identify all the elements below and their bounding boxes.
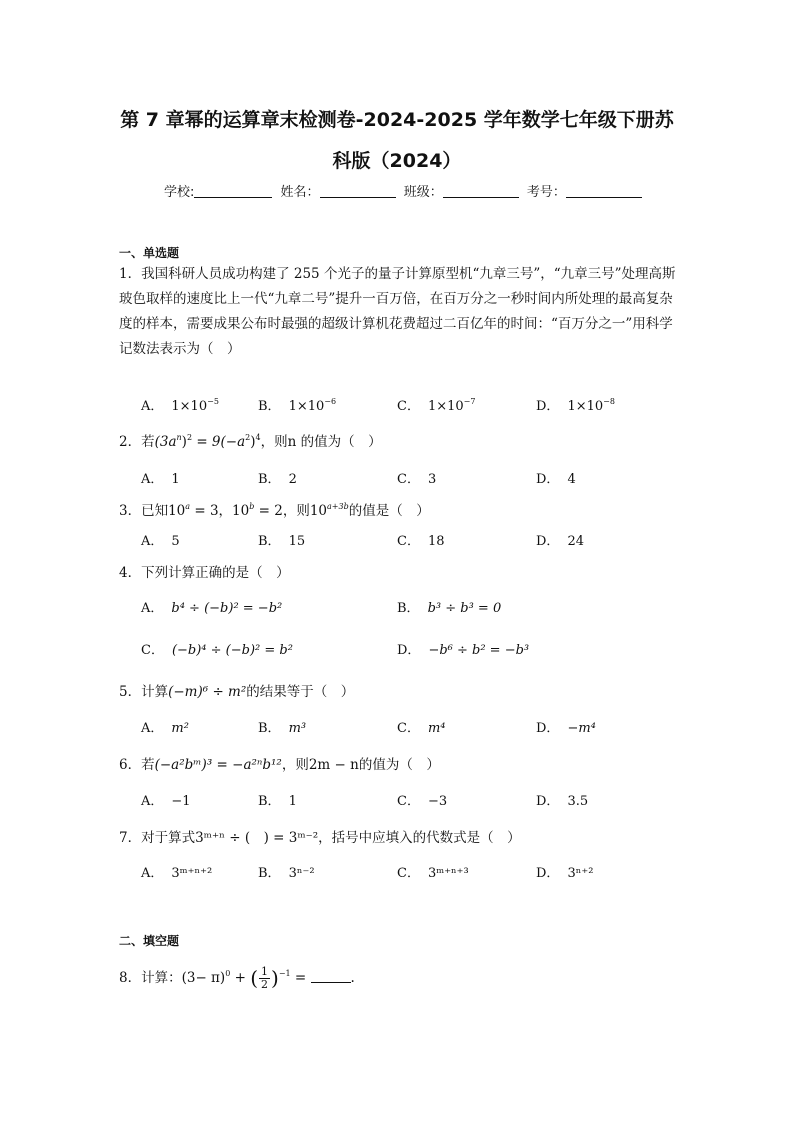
q7-option-a[interactable]: A． 3ᵐ⁺ⁿ⁺²	[141, 866, 213, 881]
name-label: 姓名：	[280, 185, 320, 200]
section-single-choice: 一、单选题	[119, 246, 180, 260]
q5-option-c[interactable]: C． m⁴	[397, 721, 446, 736]
q1-option-a[interactable]: A． $1\times 10^{-5}$	[141, 397, 219, 414]
fraction-one-half: $\frac{1}{2}$	[261, 965, 269, 991]
q7-option-b[interactable]: B． 3ⁿ⁻²	[258, 866, 315, 881]
answer-blank[interactable]	[311, 970, 351, 983]
q6-option-b[interactable]: B． 1	[258, 794, 297, 809]
q6-option-a[interactable]: A． −1	[141, 794, 191, 809]
right-paren: )	[271, 966, 279, 990]
q2-option-c[interactable]: C． 3	[397, 472, 437, 487]
q1-option-c[interactable]: C． $1\times 10^{-7}$	[397, 397, 476, 414]
question-4-stem: 4．下列计算正确的是（ ）	[119, 565, 290, 581]
q5-option-a[interactable]: A． m²	[141, 721, 189, 736]
left-paren: (	[250, 966, 259, 990]
q5-option-d[interactable]: D． −m⁴	[536, 721, 596, 736]
q6-option-c[interactable]: C． −3	[397, 794, 448, 809]
exam-no-blank[interactable]	[566, 183, 642, 198]
q2-option-b[interactable]: B． 2	[258, 472, 297, 487]
q4-option-d[interactable]: D． −b⁶ ÷ b² = −b³	[397, 643, 530, 658]
question-6-stem: 6．若(−a²bᵐ)³ = −a²ⁿb¹²，则2m − n的值为（ ）	[119, 757, 440, 773]
q2-option-a[interactable]: A． 1	[141, 472, 180, 487]
q1-option-b[interactable]: B． $1\times 10^{-6}$	[258, 397, 337, 414]
exam-no-label: 考号：	[526, 185, 566, 200]
class-blank[interactable]	[443, 183, 519, 198]
question-1-stem: 1．我国科研人员成功构建了 255 个光子的量子计算原型机“九章三号”，“九章三号”处理高斯玻色取样的速度比上一代“九章二号”提升一百万倍，在百万分之一秒时间内所处理的最高复杂度的样本，需要成果公布时最强的超级计算机花费超过二百亿年的时间：“百万分之一”用科学记数法表示为（ ）	[119, 266, 676, 357]
name-blank[interactable]	[320, 183, 396, 198]
q1-option-d[interactable]: D． $1\times 10^{-8}$	[536, 397, 615, 414]
section-fill-blank: 二、填空题	[119, 934, 180, 948]
q2-option-d[interactable]: D． 4	[536, 472, 576, 487]
q7-option-c[interactable]: C． 3ᵐ⁺ⁿ⁺³	[397, 866, 469, 881]
school-blank[interactable]	[194, 183, 272, 198]
q5-option-b[interactable]: B． m³	[258, 721, 307, 736]
question-8-stem: 8．计算：$(3- \pi)^0$ + ( $\frac{1}{2}$ )$^{-1}$ = .	[119, 965, 355, 991]
question-2-stem: 2．若$(3a^n)^2 = 9(-a^2)^4$，则n 的值为（ ）	[119, 433, 382, 450]
q7-option-d[interactable]: D． 3ⁿ⁺²	[536, 866, 594, 881]
question-7-stem: 7．对于算式3ᵐ⁺ⁿ ÷ ( ) = 3ᵐ⁻²，括号中应填入的代数式是（ ）	[119, 830, 521, 846]
q4-option-a[interactable]: A． b⁴ ÷ (−b)² = −b²	[141, 601, 283, 616]
page-title-line1: 第 7 章幂的运算章末检测卷-2024-2025 学年数学七年级下册苏	[120, 109, 674, 131]
class-label: 班级：	[403, 185, 443, 200]
q6-option-d[interactable]: D． 3.5	[536, 794, 589, 809]
page-title-line2: 科版（2024）	[332, 150, 462, 172]
q4-option-c[interactable]: C． (−b)⁴ ÷ (−b)² = b²	[141, 643, 293, 658]
question-5-stem: 5．计算(−m)⁶ ÷ m²的结果等于（ ）	[119, 684, 355, 700]
q3-option-a[interactable]: A． 5	[141, 534, 180, 549]
q4-option-b[interactable]: B． b³ ÷ b³ = 0	[397, 601, 502, 616]
q3-option-c[interactable]: C． 18	[397, 534, 445, 549]
student-info-row	[164, 181, 646, 200]
question-3-stem: 3．已知$10^a = 3$，$10^b = 2$，则$10^{a+3b}$的值是（ ）	[119, 502, 430, 519]
q3-option-d[interactable]: D． 24	[536, 534, 584, 549]
q3-option-b[interactable]: B． 15	[258, 534, 306, 549]
school-label: 学校:	[164, 185, 195, 200]
